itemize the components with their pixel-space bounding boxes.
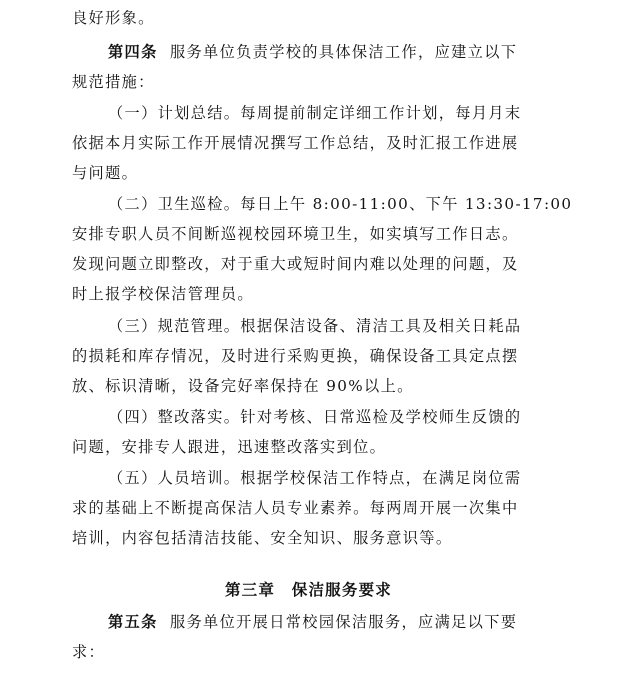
item-3-line: （三）规范管理。根据保洁设备、清洁工具及相关日耗品 [108, 317, 522, 335]
text-line: 发现问题立即整改，对于重大或短时间内难以处理的问题，及 [72, 255, 519, 273]
article-5-label: 第五条 [108, 613, 158, 631]
text-line: 与问题。 [72, 164, 139, 182]
item-5-line: （五）人员培训。根据学校保洁工作特点，在满足岗位需 [108, 469, 522, 487]
text-line: 培训，内容包括清洁技能、安全知识、服务意识等。 [72, 529, 453, 547]
text-line: 求： [72, 643, 106, 661]
text-line: 时上报学校保洁管理员。 [72, 285, 254, 303]
text-line: 的损耗和库存情况，及时进行采购更换，确保设备工具定点摆 [72, 347, 519, 365]
text-line: 放、标识清晰，设备完好率保持在 90%以上。 [72, 377, 414, 395]
text-line: 安排专职人员不间断巡视校园环境卫生，如实填写工作日志。 [72, 225, 519, 243]
article-4-line [108, 42, 542, 62]
text-line: 良好形象。 [72, 9, 155, 27]
text-line: 问题，安排专人跟进，迅速整改落实到位。 [72, 438, 387, 456]
article-5-text: 服务单位开展日常校园保洁服务，应满足以下要 [169, 613, 518, 631]
text-line: 规范措施： [72, 73, 155, 91]
article-4-label: 第四条 [108, 43, 158, 61]
item-4-line: （四）整改落实。针对考核、日常巡检及学校师生反馈的 [108, 408, 522, 426]
item-2-line: （二）卫生巡检。每日上午 8:00-11:00、下午 13:30-17:00 [108, 195, 573, 213]
text-line: 求的基础上不断提高保洁人员专业素养。每两周开展一次集中 [72, 499, 519, 517]
article-5-line [108, 612, 542, 632]
text-line: 依据本月实际工作开展情况撰写工作总结，及时汇报工作进展 [72, 134, 519, 152]
chapter-3-heading: 第三章 保洁服务要求 [224, 581, 392, 599]
item-1-line: （一）计划总结。每周提前制定详细工作计划，每月月末 [108, 104, 522, 122]
article-4-text: 服务单位负责学校的具体保洁工作，应建立以下 [169, 43, 518, 61]
